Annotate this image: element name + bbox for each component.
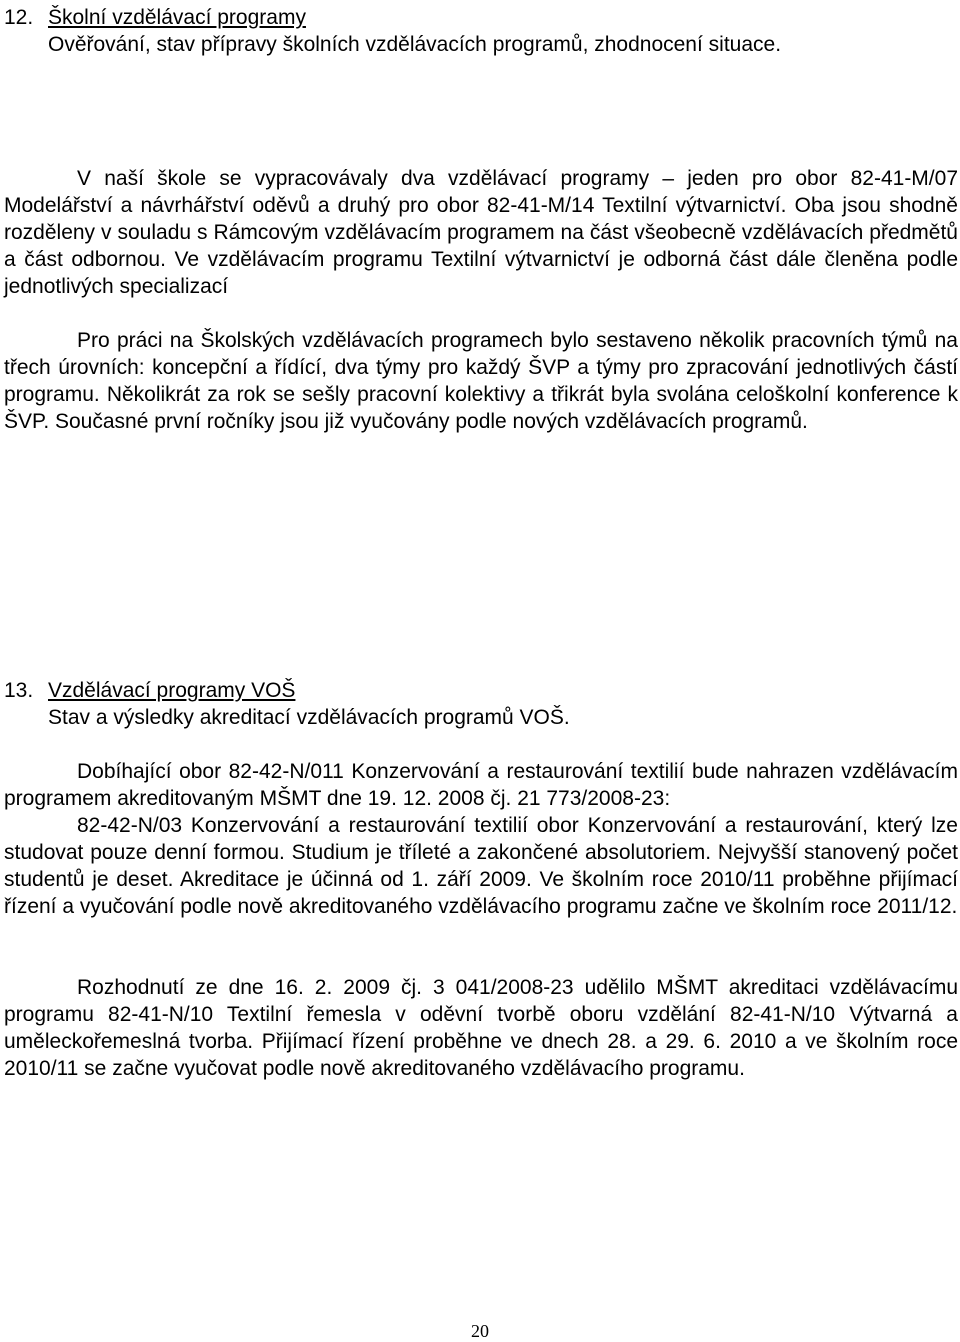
section-12-subtitle: Ověřování, stav přípravy školních vzdělávacích programů, zhodnocení situace. bbox=[48, 33, 782, 56]
section-13-heading bbox=[4, 677, 295, 704]
section-12-number: 12. bbox=[4, 6, 34, 29]
section-12-paragraph-2: Pro práci na Školských vzdělávacích programech bylo sestaveno několik pracovních týmů na třech úrovních: koncepční a řídící, dva týmy pro každý ŠVP a týmy pro zpracování jednotlivých částí programu. Několikrát za rok se sešly pracovní kolektivy a třikrát byla svolána celoškolní konference k ŠVP. Současné první ročníky jsou již vyučovány podle nových vzdělávacích programů. bbox=[4, 329, 958, 433]
section-12-title: Školní vzdělávací programy bbox=[48, 6, 306, 29]
section-12-heading bbox=[4, 4, 306, 31]
section-13-paragraph-2: 82-42-N/03 Konzervování a restaurování textilií obor Konzervování a restaurování, který lze studovat pouze denní formou. Studium je tříleté a zakončené absolutoriem. Nejvyšší stanovený počet studentů je deset. Akreditace je účinná od 1. září 2009. Ve školním roce 2010/11 proběhne přijímací řízení a vyučování podle nově akreditovaného vzdělávacího programu začne ve školním roce 2011/12. bbox=[4, 814, 958, 918]
section-13-paragraph-1: Dobíhající obor 82-42-N/011 Konzervování a restaurování textilií bude nahrazen vzdělávacím programem akreditovaným MŠMT dne 19. 12. 2008 čj. 21 773/2008-23: bbox=[4, 760, 958, 810]
section-12-paragraph-1: V naší škole se vypracovávaly dva vzdělávací programy – jeden pro obor 82-41-M/07 Modelářství a návrhářství oděvů a druhý pro obor 82-41-M/14 Textilní výtvarnictví. Oba jsou shodně rozděleny v souladu s Rámcovým vzdělávacím programem na část všeobecně vzdělávacích předmětů a část odbornou. Ve vzdělávacím programu Textilní výtvarnictví je odborná část dále členěna podle jednotlivých specializací bbox=[4, 167, 958, 298]
section-13-title: Vzdělávací programy VOŠ bbox=[48, 679, 296, 702]
section-13-paragraph-3: Rozhodnutí ze dne 16. 2. 2009 čj. 3 041/2008-23 udělilo MŠMT akreditaci vzdělávacímu programu 82-41-N/10 Textilní řemesla v oděvní tvorbě oboru vzdělání 82-41-N/10 Výtvarná a uměleckořemeslná tvorba. Přijímací řízení proběhne ve dnech 28. a 29. 6. 2010 a ve školním roce 2010/11 se začne vyučovat podle nově akreditovaného vzdělávacího programu. bbox=[4, 976, 958, 1080]
page-number: 20 bbox=[471, 1321, 489, 1341]
section-13-subtitle: Stav a výsledky akreditací vzdělávacích programů VOŠ. bbox=[48, 706, 570, 729]
section-13-number: 13. bbox=[4, 679, 34, 702]
